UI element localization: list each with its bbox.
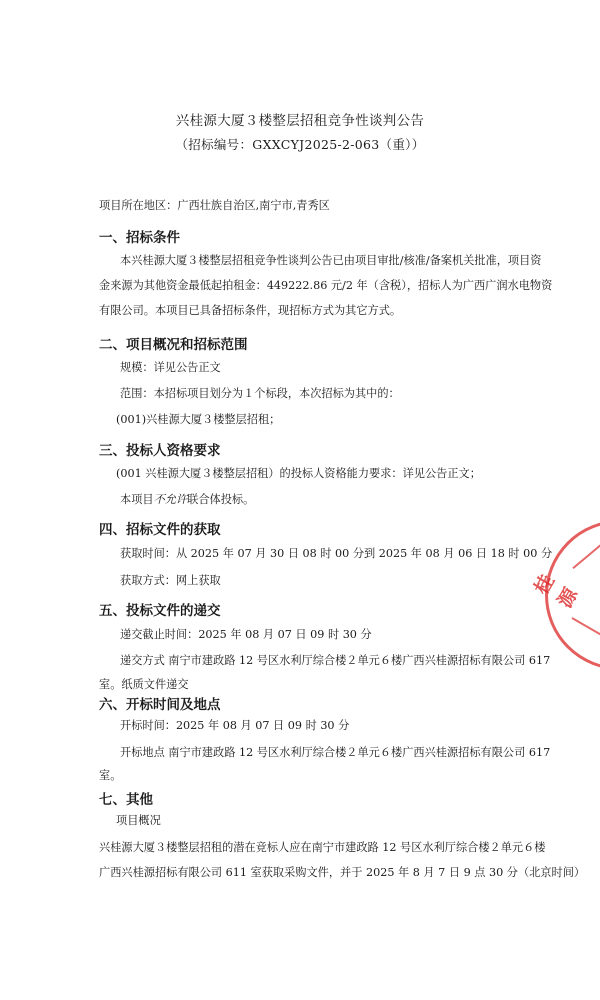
joint-italic: 不允许: [153, 493, 188, 506]
section-5-heading: 五、投标文件的递交: [99, 603, 221, 619]
section-6-time: 开标时间：2025 年 08 月 07 日 09 时 30 分: [120, 719, 350, 732]
section-5-deadline: 递交截止时间：2025 年 08 月 07 日 09 时 30 分: [120, 628, 372, 641]
joint-suffix: 联合体投标。: [187, 493, 255, 506]
section-3-requirement: (001 兴桂源大厦３楼整层招租）的投标人资格能力要求：详见公告正文；: [116, 467, 481, 480]
section-2-lot: (001)兴桂源大厦３楼整层招租；: [116, 413, 281, 426]
seal-text: 桂源: [530, 570, 583, 612]
section-5-place-line-1: 递交方式 南宁市建政路 12 号区水利厅综合楼２单元６楼广西兴桂源招标有限公司 617: [120, 654, 551, 667]
section-7-line-1: 兴桂源大厦３楼整层招租的潜在竞标人应在南宁市建政路 12 号区水利厅综合楼２单元６楼: [99, 841, 546, 854]
section-1-heading: 一、招标条件: [99, 230, 180, 246]
section-1-line-3: 有限公司。本项目已具备招标条件，现招标方式为其它方式。: [99, 304, 402, 317]
section-6-heading: 六、开标时间及地点: [99, 697, 221, 713]
section-7-line-2: 广西兴桂源招标有限公司 611 室获取采购文件，并于 2025 年 8 月 7 日 9 点 30 分（北京时间）: [99, 866, 586, 879]
section-2-scope: 范围：本招标项目划分为１个标段，本次招标为其中的：: [120, 387, 400, 400]
section-4-method: 获取方式：网上获取: [120, 574, 221, 587]
section-6-place-line-2: 室。: [99, 769, 122, 782]
section-7-subheading: 项目概况: [116, 814, 161, 827]
section-2-heading: 二、项目概况和招标范围: [99, 337, 248, 353]
section-3-joint-bid: [120, 492, 254, 508]
bid-number: （招标编号：GXXCYJ2025-2-063（重））: [175, 137, 425, 152]
section-4-heading: 四、招标文件的获取: [99, 522, 221, 538]
section-1-line-1: 本兴桂源大厦３楼整层招租竞争性谈判公告已由项目审批/核准/备案机关批准，项目资: [120, 254, 542, 267]
section-6-place-line-1: 开标地点 南宁市建政路 12 号区水利厅综合楼２单元６楼广西兴桂源招标有限公司 617: [120, 746, 551, 759]
section-2-scale: 规模：详见公告正文: [120, 361, 221, 374]
section-1-line-2: 金来源为其他资金最低起拍租金：449222.86 元/2 年（含税），招标人为广西广润水电物资: [99, 279, 553, 292]
document-title: 兴桂源大厦３楼整层招租竞争性谈判公告: [175, 113, 425, 129]
section-3-heading: 三、投标人资格要求: [99, 443, 221, 459]
project-location: 项目所在地区：广西壮族自治区,南宁市,青秀区: [99, 199, 330, 212]
joint-prefix: 本项目: [120, 493, 154, 506]
section-4-time: 获取时间：从 2025 年 07 月 30 日 08 时 00 分到 2025 年 08 月 06 日 18 时 00 分: [120, 547, 553, 560]
section-5-place-line-2: 室。纸质文件递交: [99, 678, 189, 691]
section-7-heading: 七、其他: [99, 792, 153, 808]
